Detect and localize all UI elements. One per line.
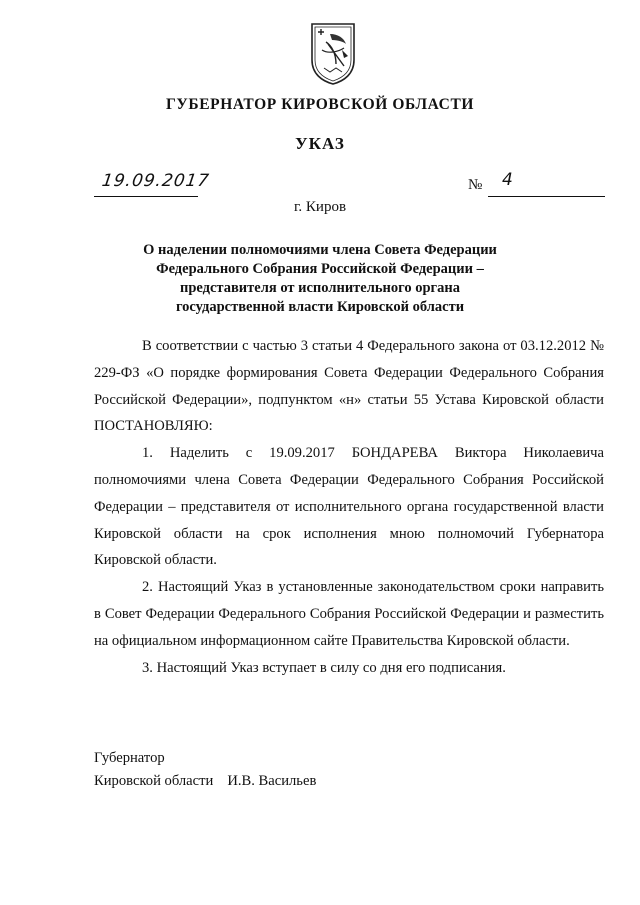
handwritten-date: 19.09.2017: [100, 171, 211, 191]
signatory-name: И.В. Васильев: [227, 773, 317, 789]
number-label: №: [468, 177, 483, 193]
coat-of-arms-icon: [308, 20, 358, 86]
clause-1-paragraph: 1. Наделить с 19.09.2017 БОНДАРЕВА Виктора Николаевича полномочиями члена Совета Федерации Федерального Собрания Российской Федерации – представителя от исполнительного органа государственной власти Кировской области на срок исполнения мною полномочий Губернатора Кировской области.: [94, 445, 604, 569]
clause-2-paragraph: 2. Настоящий Указ в установленные законодательством сроки направить в Совет Федерации Федерального Собрания Российской Федерации и разместить на официальном информационном сайте Правительства Кировской области.: [94, 579, 604, 649]
document-type: УКАЗ: [295, 134, 345, 153]
heading-line: государственной власти Кировской области: [175, 299, 465, 315]
issuer-title: ГУБЕРНАТОР КИРОВСКОЙ ОБЛАСТИ: [165, 96, 475, 113]
decree-body: [94, 333, 604, 681]
signatory-position: Губернатор: [94, 750, 165, 766]
preamble-paragraph: В соответствии с частью 3 статьи 4 Федерального закона от 03.12.2012 № 229-ФЗ «О порядке формирования Совета Федерации Федерального Собрания Российской Федерации», подпунктом «н» статьи 55 Устава Кировской области ПОСТАНОВЛЯЮ:: [94, 338, 604, 435]
heading-line: Федерального Собрания Российской Федерации –: [156, 261, 484, 277]
city-line: г. Киров: [293, 199, 347, 215]
heading-line: представителя от исполнительного органа: [179, 280, 460, 296]
decree-heading: [120, 241, 520, 317]
handwritten-number: 4: [502, 170, 513, 190]
signatory-region-line: [94, 770, 316, 793]
number-field: [488, 170, 605, 197]
date-field: [94, 170, 211, 197]
clause-3-paragraph: 3. Настоящий Указ вступает в силу со дня его подписания.: [142, 659, 506, 676]
heading-line: О наделении полномочиями члена Совета Федерации: [143, 242, 497, 258]
signature-block: [94, 747, 316, 793]
signatory-region: Кировской области: [94, 773, 214, 789]
